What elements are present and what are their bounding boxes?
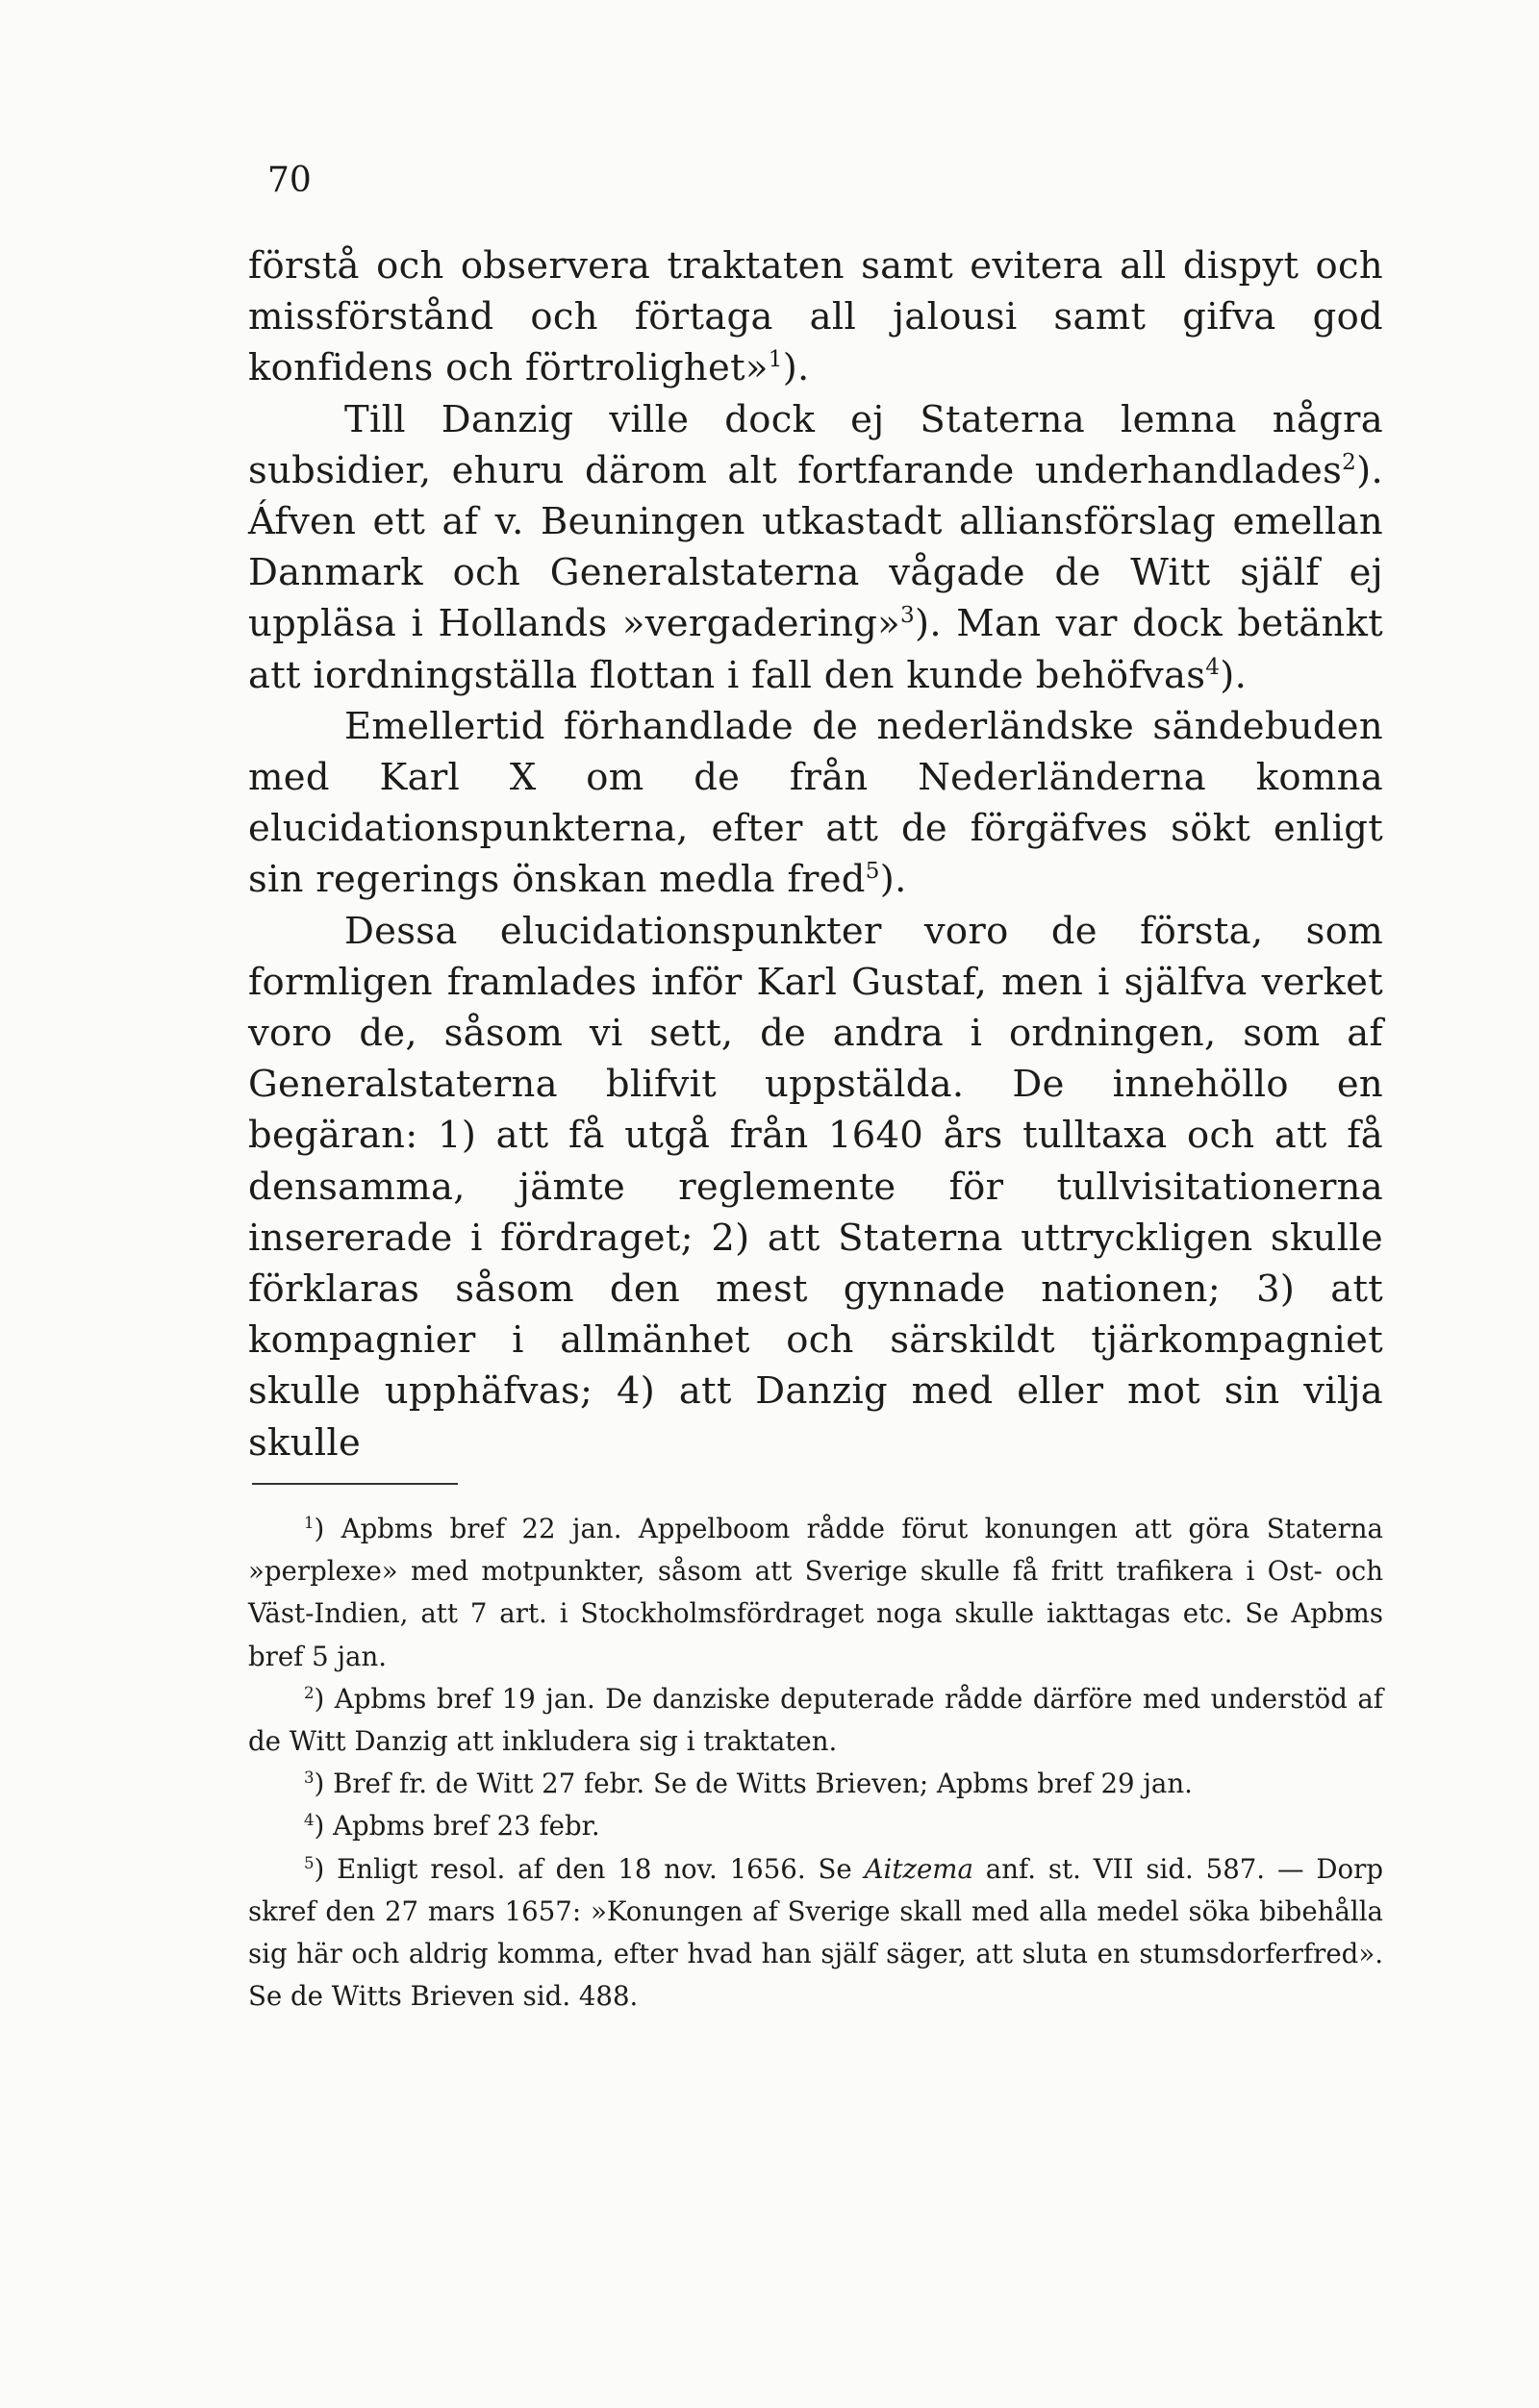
text-run: ). <box>879 858 907 902</box>
text-run: Dessa elucidationspunkter voro de första, som formligen framlades inför Karl Gustaf, men i själfva verket voro de, såsom vi sett, de andra i ordningen, som af Generalstaterna blifvit uppstälda. De innehöllo en begäran: 1) att få utgå från 1640 års tulltaxa och att få densamma, jämte reglemente för tullvisitationerna insererade i fördraget; 2) att Staterna uttryckligen skulle förklaras såsom den mest gynnade nationen; 3) att kompagnier i allmänhet och särskildt tjärkompagniet skulle upphäfvas; 4) att Danzig med eller mot sin vilja skulle <box>248 909 1383 1465</box>
text-run: ). <box>1220 653 1248 697</box>
footnote-reference: 1 <box>304 1513 315 1532</box>
footnote <box>248 1508 1383 1678</box>
text-run: ) Enligt resol. af den 18 nov. 1656. Se <box>314 1852 865 1885</box>
text-run: förstå och observera traktaten samt evitera all dispyt och missförstånd och förtaga all jalousi samt gifva god konfidens och förtrolighet» <box>248 244 1383 390</box>
text-run: ) Bref fr. de Witt 27 febr. Se de Witts Brieven; Apbms bref 29 jan. <box>314 1768 1193 1800</box>
text-run: ). Man var dock betänkt att iordningställa flottan i fall den kunde behöfvas <box>248 602 1383 697</box>
footnote-reference: 1 <box>768 347 783 373</box>
paragraph <box>248 701 1383 906</box>
text-run: anf. st. VII sid. 587. — Dorp skref den 27 mars 1657: »Konungen af Sverige skall med alla medel söka bibehålla sig här och aldrig komma, efter hvad han själf säger, att sluta en stumsdorferfred». Se de Witts Brieven sid. 488. <box>248 1852 1384 2013</box>
footnote-rule <box>252 1483 458 1485</box>
text-run: ) Apbms bref 19 jan. De danziske deputerade rådde därföre med understöd af de Witt Danzig att inkludera sig i traktaten. <box>248 1682 1383 1758</box>
footnote-reference: 4 <box>304 1811 315 1830</box>
footnote <box>248 1848 1383 2019</box>
footnote <box>248 1763 1383 1805</box>
text-run: Till Danzig ville dock ej Staterna lemna några subsidier, ehuru därom alt fortfarande underhandlades <box>248 397 1383 492</box>
text-run: ). <box>782 346 810 390</box>
footnotes <box>248 1508 1383 2018</box>
paragraph <box>248 394 1383 701</box>
footnote-reference: 5 <box>304 1853 315 1872</box>
text-run: ) Apbms bref 22 jan. Appelboom rådde förut konungen att göra Staterna »perplexe» med motpunkter, såsom att Sverige skulle få fritt trafikera i Ost- och Väst-Indien, att 7 art. i Stockholmsfördraget noga skulle iakttagas etc. Se Apbms bref 5 jan. <box>248 1513 1383 1672</box>
text-run: ) Apbms bref 23 febr. <box>314 1810 600 1843</box>
footnote <box>248 1678 1383 1763</box>
footnote-reference: 2 <box>304 1683 315 1702</box>
footnote <box>248 1805 1383 1847</box>
paragraph <box>248 240 1383 394</box>
text-run: Emellertid förhandlade de nederländske sändebuden med Karl X om de från Nederländerna komna elucidationspunkterna, efter att de förgäfves sökt enligt sin regerings önskan medla fred <box>248 704 1383 902</box>
text-run: ). Áfven ett af v. Beuningen utkastadt alliansförslag emellan Danmark och Generalstaterna vågade de Witt själf ej uppläsa i Hollands »vergadering» <box>248 448 1383 646</box>
footnote-reference: 2 <box>1342 449 1357 475</box>
footnote-reference: 4 <box>1205 654 1221 680</box>
paragraph <box>248 906 1383 1468</box>
footnote-reference: 5 <box>865 859 880 885</box>
footnote-reference: 3 <box>900 603 916 629</box>
footnote-reference: 3 <box>304 1768 315 1788</box>
page-number: 70 <box>267 161 312 200</box>
italic-text: Aitzema <box>864 1852 973 1885</box>
main-text <box>248 240 1383 1468</box>
